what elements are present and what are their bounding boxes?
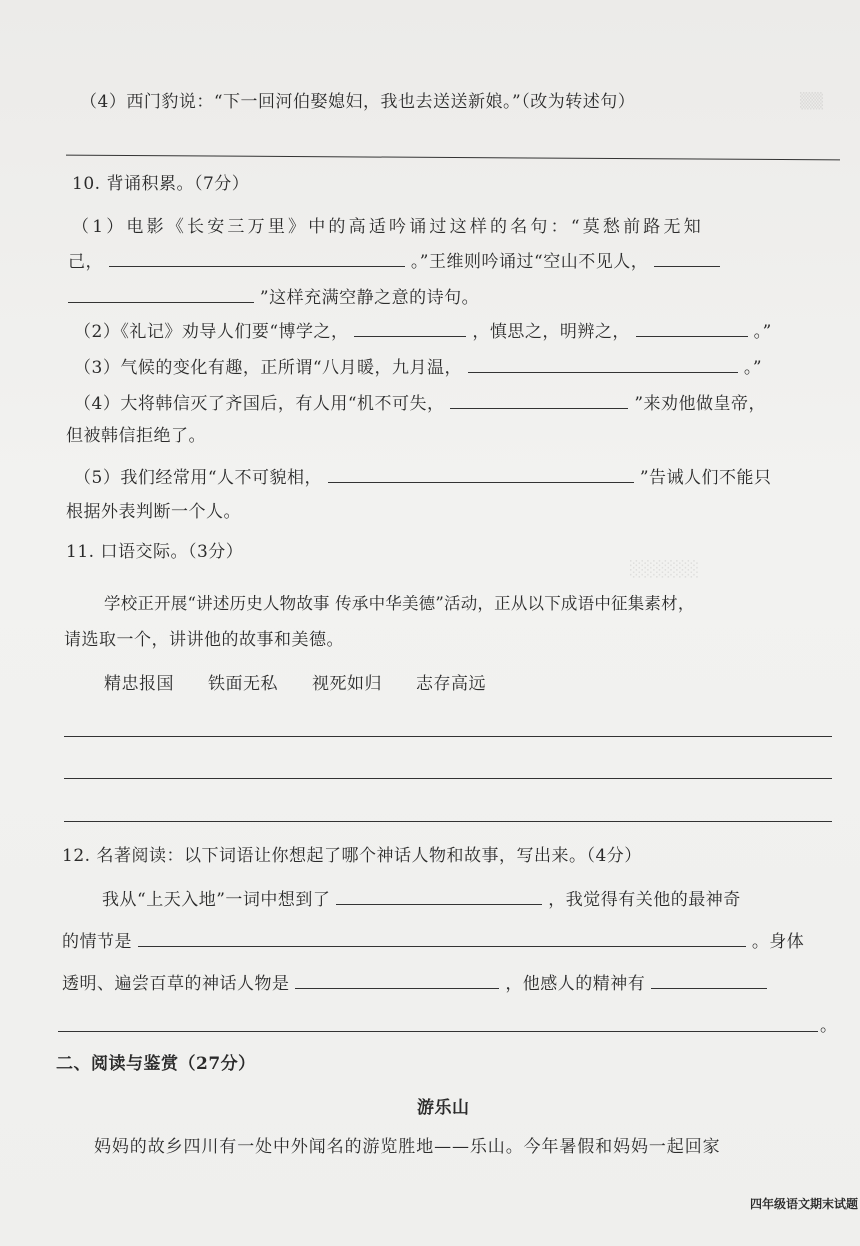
q10-item1-text-b: 。”王维则吟诵过“空山不见人，	[410, 252, 649, 272]
q9-item4-answer-line[interactable]	[66, 155, 840, 161]
q12-line2-text-b: 。身体	[751, 932, 805, 952]
q11-para-line2-text: 请选取一个，讲讲他的故事和美德。	[64, 630, 344, 650]
q10-item5-text-b: ”告诫人们不能只	[639, 468, 772, 488]
q12-line4-end	[820, 1014, 838, 1038]
q9-item4-prompt	[80, 90, 635, 114]
q10-heading	[72, 172, 249, 196]
q10-item2-blank2[interactable]	[636, 318, 748, 337]
q11-answer-line-2[interactable]	[64, 778, 832, 779]
q11-answer-line-1[interactable]	[64, 736, 832, 737]
q10-item4-line1	[74, 390, 766, 416]
q12-blank-spirit[interactable]	[651, 970, 767, 989]
q11-para-line1-text: 学校正开展“讲述历史人物故事 传承中华美德”活动，正从以下成语中征集素材，	[104, 594, 695, 613]
bleed-through-marks-2: ░░░░░░	[630, 560, 700, 578]
q12-heading	[62, 844, 642, 868]
q10-item5-line1	[74, 464, 772, 490]
q10-item5-blank[interactable]	[328, 464, 634, 483]
section2-heading-text: 二、阅读与鉴赏（27分）	[56, 1054, 256, 1074]
idiom-option: 精忠报国	[104, 674, 174, 694]
q12-line1-text-b: ，我觉得有关他的最神奇	[548, 890, 741, 910]
q10-item1-blank2[interactable]	[654, 248, 720, 267]
q12-line3-text-a: 透明、遍尝百草的神话人物是	[62, 974, 290, 994]
page-footer	[750, 1195, 858, 1212]
passage-line1	[94, 1135, 721, 1159]
q10-item3	[74, 354, 762, 380]
q10-item1-text-c: ”这样充满空静之意的诗句。	[259, 288, 480, 308]
q12-line4-end-text: 。	[820, 1016, 838, 1036]
idiom-option: 志存高远	[416, 674, 486, 694]
q10-item3-text-a: （3）气候的变化有趣，正所谓“八月暖，九月温，	[74, 358, 463, 378]
q10-item2	[74, 318, 772, 344]
q12-line3	[62, 970, 767, 996]
q12-line2-text-a: 的情节是	[62, 932, 132, 952]
q11-heading-text: 11. 口语交际。（3分）	[66, 542, 244, 562]
q10-item2-text-b: ，慎思之，明辨之，	[472, 322, 630, 342]
q10-item5-line2	[66, 500, 241, 524]
passage-line1-text: 妈妈的故乡四川有一处中外闻名的游览胜地——乐山。今年暑假和妈妈一起回家	[94, 1137, 721, 1157]
bleed-through-marks: ▒▒	[800, 92, 824, 110]
q10-heading-text: 10. 背诵积累。（7分）	[72, 174, 250, 194]
q10-item4-text-a: （4）大将韩信灭了齐国后，有人用“机不可失，	[74, 394, 445, 414]
q10-item1-line1-text: （1）电影《长安三万里》中的高适吟诵过这样的名句：“莫愁前路无知	[72, 217, 704, 237]
q10-item1-line2	[68, 248, 720, 274]
q10-item3-blank[interactable]	[468, 354, 738, 373]
q10-item1-text-a: 己，	[68, 252, 103, 272]
q10-item5-text-a: （5）我们经常用“人不可貌相，	[74, 468, 323, 488]
q12-line2	[62, 928, 804, 954]
q10-item2-blank1[interactable]	[354, 318, 466, 337]
q12-line1	[102, 886, 741, 912]
q12-heading-text: 12. 名著阅读：以下词语让你想起了哪个神话人物和故事，写出来。（4分）	[62, 846, 642, 866]
q10-item3-end: 。”	[743, 358, 763, 378]
q11-idiom-list	[104, 672, 520, 696]
q11-heading	[66, 540, 243, 564]
q10-item4-line2	[66, 424, 206, 448]
q12-line3-text-b: ，他感人的精神有	[505, 974, 646, 994]
q10-item2-text-a: （2）《礼记》劝导人们要“博学之，	[74, 322, 349, 342]
passage-title-text: 游乐山	[417, 1098, 470, 1118]
q12-blank-myth-figure-2[interactable]	[295, 970, 499, 989]
section2-heading	[56, 1052, 256, 1076]
idiom-option: 视死如归	[312, 674, 382, 694]
q10-item2-end: 。”	[753, 322, 772, 342]
q12-blank-myth-figure[interactable]	[336, 886, 542, 905]
q11-para-line2	[64, 628, 344, 652]
q9-item4-text: （4）西门豹说：“下一回河伯娶媳妇，我也去送送新娘。”（改为转述句）	[80, 92, 636, 112]
q10-item4-line2-text: 但被韩信拒绝了。	[66, 426, 206, 446]
q12-blank-plot[interactable]	[138, 928, 746, 947]
page-footer-text: 四年级语文期末试题	[749, 1197, 858, 1211]
passage-title	[417, 1096, 470, 1120]
q12-answer-line-spirit[interactable]	[58, 1031, 818, 1032]
q10-item1-blank1[interactable]	[109, 248, 405, 267]
q10-item4-text-b: ”来劝他做皇帝，	[634, 394, 767, 414]
idiom-option: 铁面无私	[208, 674, 278, 694]
q11-para-line1	[104, 592, 695, 616]
q10-item5-line2-text: 根据外表判断一个人。	[66, 502, 241, 522]
q12-line1-text-a: 我从“上天入地”一词中想到了	[102, 890, 331, 910]
q10-item4-blank[interactable]	[450, 390, 628, 409]
q10-item1-line1	[72, 215, 704, 239]
q10-item1-blank2-cont[interactable]	[68, 284, 254, 303]
q11-answer-line-3[interactable]	[64, 821, 832, 822]
q10-item1-line3	[68, 284, 479, 310]
